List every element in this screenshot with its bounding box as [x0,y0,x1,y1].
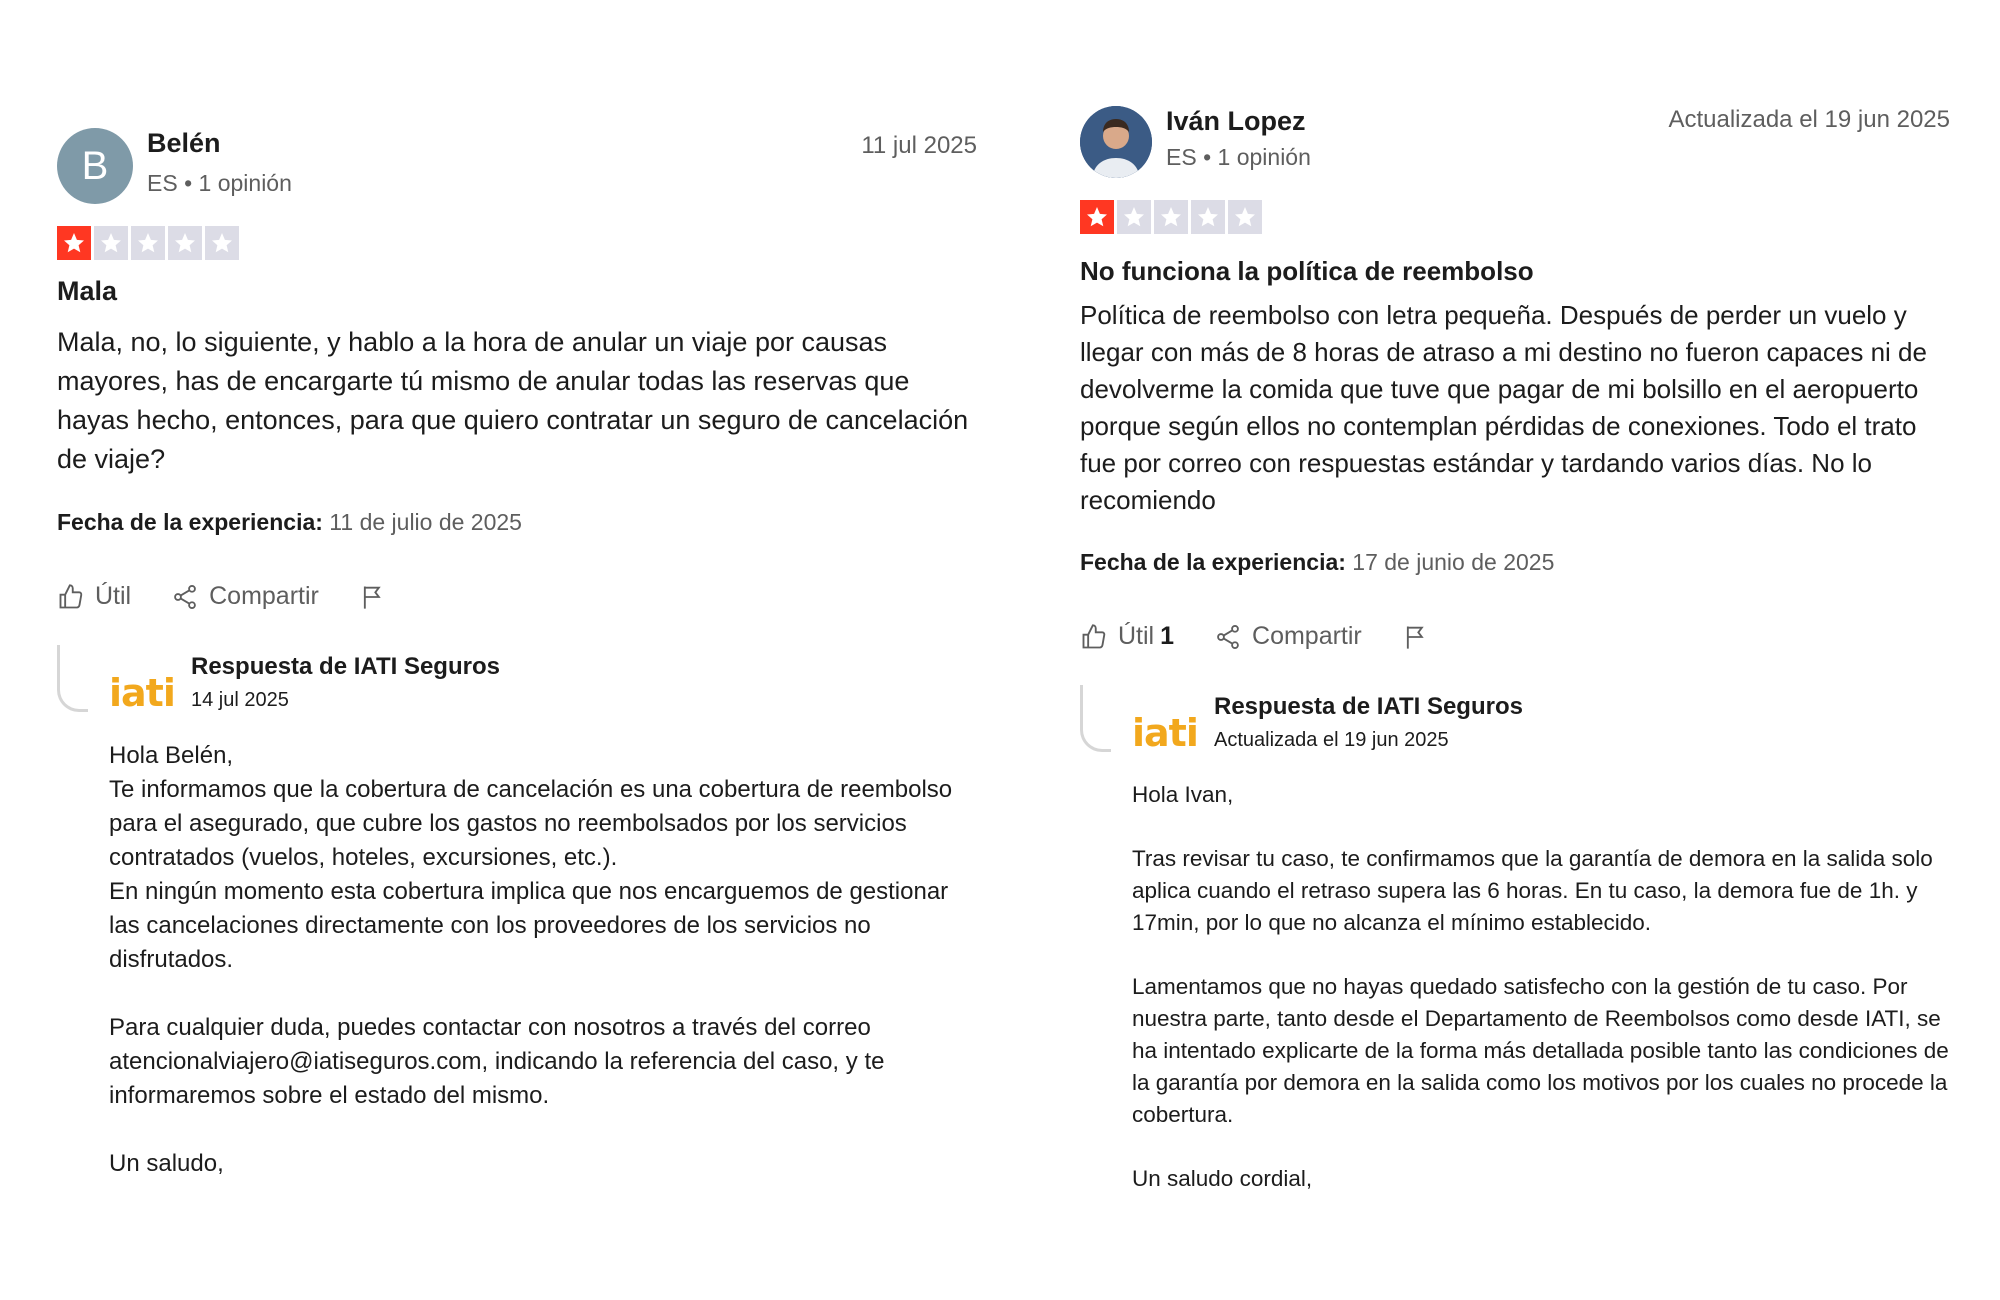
reply-title: Respuesta de IATI Seguros [191,653,500,680]
reply-paragraph: Para cualquier duda, puedes contactar con nosotros a través del correo atencionalviajero@iatiseguros.com, indicando la referencia del caso, y te informaremos sobre el estado del mismo. [109,1014,885,1109]
review-header [1080,100,1950,180]
company-logo[interactable]: iati [1132,711,1198,755]
reply-connector [1080,685,1111,752]
thumbs-up-icon [57,583,85,611]
reply-title: Respuesta de IATI Seguros [1214,693,1523,720]
experience-date-label: Fecha de la experiencia: [57,509,323,535]
company-logo[interactable]: iati [109,671,175,715]
report-button[interactable] [1402,623,1440,651]
star-icon [57,226,91,260]
useful-label: Útil [95,582,132,610]
reply-header [1132,685,1950,765]
avatar[interactable] [1080,106,1152,178]
useful-button[interactable] [1080,622,1174,651]
reply-paragraph: En ningún momento esta cobertura implica que nos encarguemos de gestionar las cancelaciones directamente con los proveedores de los servicios no disfrutados. [109,878,949,973]
review-title[interactable]: No funciona la política de reembolso [1080,256,1534,286]
review-actions [1080,622,1950,651]
star-icon [131,226,165,260]
share-label: Compartir [1252,622,1362,650]
share-button[interactable] [171,582,319,611]
experience-date [1080,549,1950,576]
experience-date-label: Fecha de la experiencia: [1080,549,1346,575]
reviewer-meta: ES • 1 opinión [1166,144,1311,170]
reply-paragraph: Hola Ivan, [1132,782,1234,807]
share-label: Compartir [209,582,319,610]
company-reply [1080,685,1950,1195]
review-date: 11 jul 2025 [861,132,977,159]
experience-date-value: 11 de julio de 2025 [329,509,522,535]
reviewer-meta: ES • 1 opinión [147,170,292,196]
review-actions [57,582,977,611]
reviewer-name[interactable]: Iván Lopez [1166,106,1306,136]
share-icon [1214,623,1242,651]
report-button[interactable] [359,583,397,611]
reply-paragraph: Tras revisar tu caso, te confirmamos que la garantía de demora en la salida solo aplica cuando el retraso supera las 6 horas. En tu caso, la demora fue de 1h. y 17min, por lo que no alcanza el mínimo establecido. [1132,846,1933,935]
star-icon [1154,200,1188,234]
reply-connector [57,645,88,712]
avatar[interactable]: B [57,128,133,204]
reply-paragraph: Un saludo, [109,1150,224,1177]
reply-date: 14 jul 2025 [191,689,289,711]
company-reply [57,645,977,1181]
review-title[interactable]: Mala [57,276,118,306]
star-rating [1080,200,1950,234]
experience-date [57,509,977,536]
reply-paragraph: Lamentamos que no hayas quedado satisfecho con la gestión de tu caso. Por nuestra parte, tanto desde el Departamento de Reembolsos como desde IATI, se ha intentado explicarte de la forma más detallada posible tanto las condiciones de la garantía por demora en la salida como los motivos por los cuales no procede la cobertura. [1132,974,1949,1127]
reply-text [1132,779,1950,1195]
reviewer-review-count: 1 opinión [1217,144,1311,170]
reviewer-country: ES [147,170,178,196]
star-icon [168,226,202,260]
review-body: Mala, no, lo siguiente, y hablo a la hora de anular un viaje por causas mayores, has de encargarte tú mismo de anular todas las reservas que hayas hecho, entonces, para que quiero contratar un seguro de cancelación de viaje? [57,327,969,474]
useful-label: Útil [1118,622,1155,650]
reply-date: Actualizada el 19 jun 2025 [1214,729,1449,751]
reply-paragraph: Un saludo cordial, [1132,1166,1313,1191]
review-date: Actualizada el 19 jun 2025 [1668,106,1950,133]
user-photo-icon [1080,106,1152,178]
review-card [57,118,977,1181]
star-icon [1080,200,1114,234]
reviewer-country: ES [1166,144,1197,170]
review-card [1080,100,1950,1195]
useful-button[interactable] [57,582,131,611]
reviewer-review-count: 1 opinión [198,170,292,196]
reply-text [109,739,977,1181]
experience-date-value: 17 de junio de 2025 [1352,549,1555,575]
share-icon [171,583,199,611]
review-body: Política de reembolso con letra pequeña. Después de perder un vuelo y llegar con más de 8 horas de atraso a mi destino no fueron capaces ni de devolverme la comida que tuve que pagar de mi bolsillo en el aeropuerto porque según ellos no contemplan pérdidas de conexiones. Todo el trato fue por correo con respuestas estándar y tardando varios días. No lo recomiendo [1080,300,1927,515]
star-rating [57,226,977,260]
flag-icon [1402,623,1430,651]
reviewer-name[interactable]: Belén [147,128,221,158]
star-icon [1191,200,1225,234]
flag-icon [359,583,387,611]
review-header [57,118,977,198]
star-icon [205,226,239,260]
reply-paragraph: Hola Belén, [109,742,234,769]
reply-paragraph: Te informamos que la cobertura de cancelación es una cobertura de reembolso para el asegurado, que cubre los gastos no reembolsados por los servicios contratados (vuelos, hoteles, excursiones, etc.). [109,776,953,871]
share-button[interactable] [1214,622,1362,651]
star-icon [1117,200,1151,234]
reply-header [109,645,977,725]
thumbs-up-icon [1080,623,1108,651]
useful-count: 1 [1160,622,1175,650]
star-icon [94,226,128,260]
star-icon [1228,200,1262,234]
